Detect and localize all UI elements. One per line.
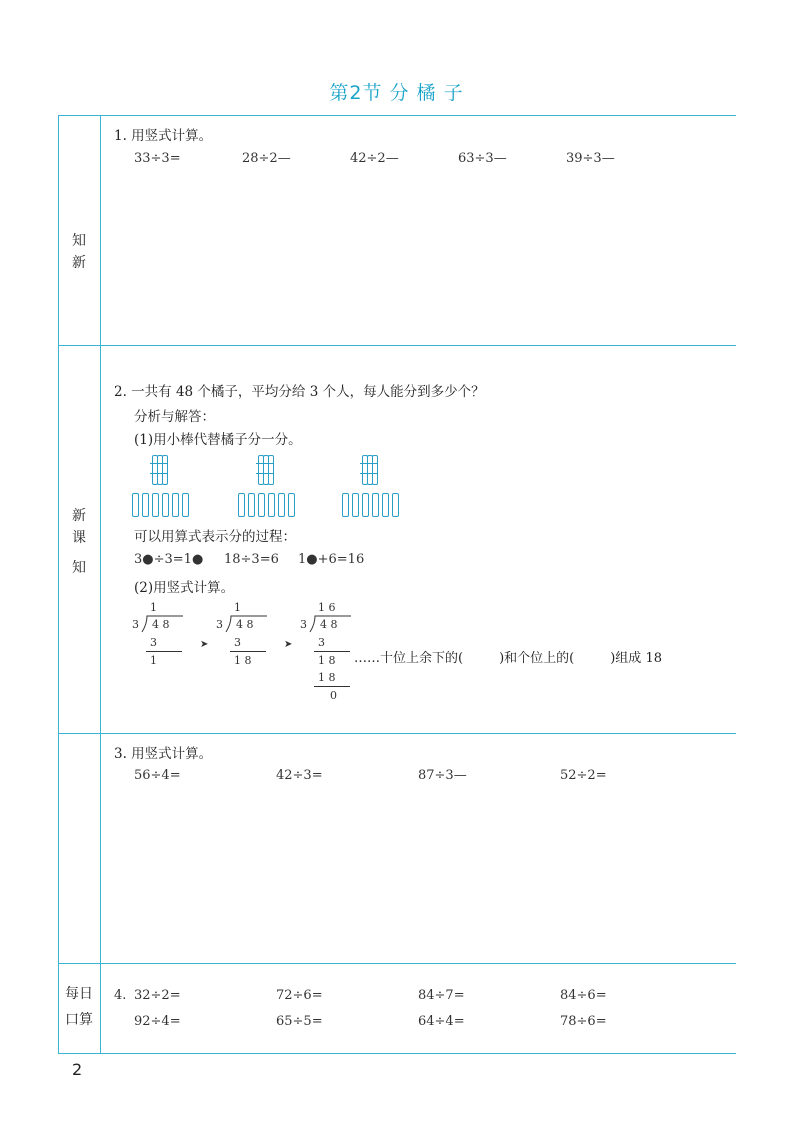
q2-analysis: 分析与解答：	[134, 409, 215, 425]
q1-title: 1. 用竖式计算。	[114, 128, 213, 144]
q4-item: 84÷6=	[560, 988, 607, 1003]
section-label-xinkezhi: 新 课 知	[72, 508, 86, 576]
q2-title: 2. 一共有 48 个橘子，平均分给 3 个人，每人能分到多少个？	[114, 384, 485, 400]
arrow-right-icon: ➤	[200, 639, 209, 650]
section-label-zhixin: 知 新	[72, 233, 86, 271]
q1-item: 28÷2—	[242, 151, 291, 166]
q2-expression: 18÷3=6	[224, 552, 279, 567]
q4-item: 64÷4=	[418, 1014, 465, 1029]
q2-note: ……十位上余下的( )和个位上的( )组成 18	[354, 651, 662, 666]
q2-expression: 1●+6=16	[298, 552, 365, 567]
q4-item: 84÷7=	[418, 988, 465, 1003]
q3-item: 56÷4=	[134, 768, 181, 783]
stick-bundle	[152, 455, 166, 485]
q2-expression: 3●÷3=1●	[134, 552, 204, 567]
stick-bundle	[258, 455, 272, 485]
frame-bottom-line	[58, 1053, 736, 1054]
section-divider-1	[58, 345, 736, 346]
q3-item: 52÷2=	[560, 768, 607, 783]
q1-item: 42÷2—	[350, 151, 399, 166]
q1-item: 33÷3=	[134, 151, 181, 166]
q2-step1: (1)用小棒代替橘子分一分。	[134, 432, 302, 448]
q2-process-label: 可以用算式表示分的过程：	[134, 529, 296, 545]
q3-title: 3. 用竖式计算。	[114, 746, 213, 762]
worksheet-frame: 知 新 新 课 知 每日 口算 1. 用竖式计算。 33÷3= 28÷2— 42÷2— 63÷3— 39÷3— 2. 一共有 48 个橘子，平均分给 3 个人，每人能分到多少个？ 分析与解答： (1)用小棒代替橘子分一分。 可以用算式表示分的过程： 3●÷3=1● 18÷3=6 1●+6=16 (2)用竖式计算。 1 3 4 8 3 1 ➤ 1 3 4 8 3 1 8 ➤ 1 6 3 4 8 3 1 8 1 8 0 ……十位上余下的( )和个位上的( )组成 18 3. 用竖式计算。 56÷4= 42÷3= 87÷3— 52÷2= 4. 32÷2= 72÷6= 84÷7= 84÷6= 92÷4= 65÷5= 64÷4= 78÷6=	[58, 115, 736, 1055]
q1-item: 63÷3—	[458, 151, 507, 166]
q2-step2: (2)用竖式计算。	[134, 580, 235, 596]
q4-item: 65÷5=	[276, 1014, 323, 1029]
label-column-line	[100, 115, 101, 1053]
q3-item: 42÷3=	[276, 768, 323, 783]
q4-number: 4.	[114, 988, 127, 1003]
q3-item: 87÷3—	[418, 768, 467, 783]
q4-item: 32÷2=	[134, 988, 181, 1003]
section-divider-2	[58, 733, 736, 734]
page-title: 第2节 分 橘 子	[329, 82, 464, 104]
q4-item: 92÷4=	[134, 1014, 181, 1029]
q4-item: 72÷6=	[276, 988, 323, 1003]
arrow-right-icon: ➤	[284, 639, 293, 650]
q4-item: 78÷6=	[560, 1014, 607, 1029]
frame-top-line	[58, 115, 736, 116]
section-label-meiri: 每日 口算	[65, 986, 93, 1028]
stick-bundle	[362, 455, 376, 485]
section-divider-3	[58, 963, 736, 964]
page-number: 2	[72, 1060, 83, 1079]
q1-item: 39÷3—	[566, 151, 615, 166]
